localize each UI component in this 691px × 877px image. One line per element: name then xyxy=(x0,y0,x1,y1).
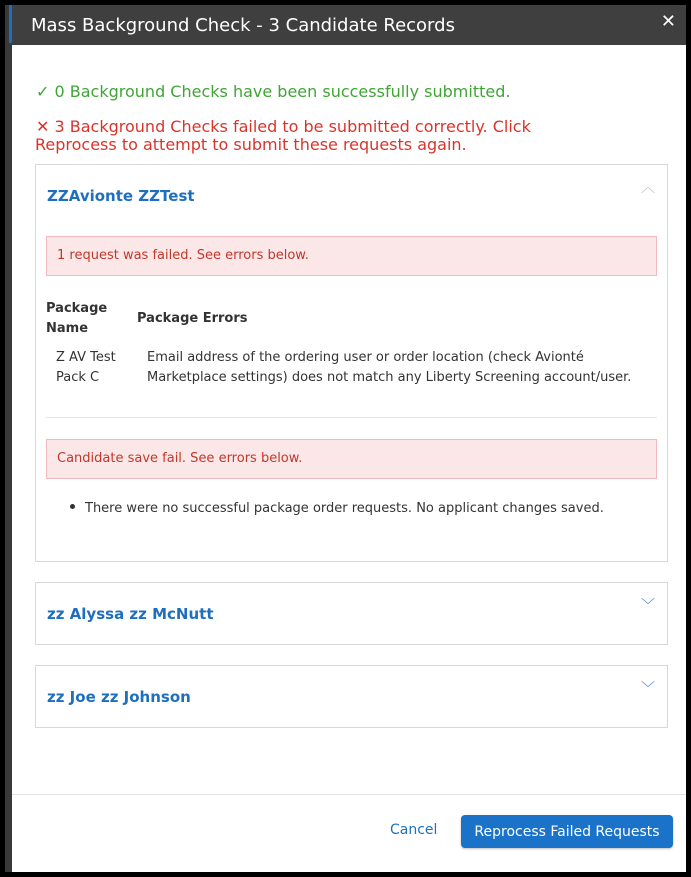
success-status xyxy=(36,83,510,101)
col-header-package-name: Package Name xyxy=(46,301,108,336)
cancel-button[interactable]: Cancel xyxy=(390,822,438,838)
request-error-text: 1 request was failed. See errors below. xyxy=(57,248,309,263)
success-text: 0 Background Checks have been successfully submitted. xyxy=(54,82,511,101)
save-error-detail: There were no successful package order requests. No applicant changes saved. xyxy=(85,501,604,516)
fail-status xyxy=(36,118,636,154)
candidate-name[interactable]: ZZAvionte ZZTest xyxy=(47,187,195,205)
reprocess-failed-requests-button[interactable]: Reprocess Failed Requests xyxy=(461,815,673,848)
background-window-strip xyxy=(5,5,12,872)
fail-text-line2: Reprocess to attempt to submit these requests again. xyxy=(35,135,467,154)
candidate-panel-1 xyxy=(35,164,668,562)
candidate-panel-3[interactable] xyxy=(35,665,668,728)
save-error-alert xyxy=(46,439,657,479)
check-icon: ✓ xyxy=(36,82,50,101)
fail-text-line1: 3 Background Checks failed to be submitted correctly. Click xyxy=(54,117,531,136)
dialog-title: Mass Background Check - 3 Candidate Records xyxy=(31,15,455,36)
col-header-package-errors: Package Errors xyxy=(137,311,248,326)
x-icon: ✕ xyxy=(36,117,50,136)
close-icon[interactable]: ✕ xyxy=(660,11,676,32)
cell-package-name: Z AV Test Pack C xyxy=(56,350,116,385)
bullet-icon xyxy=(70,504,75,509)
footer-divider xyxy=(12,794,686,795)
save-error-text: Candidate save fail. See errors below. xyxy=(57,451,303,466)
cell-package-error: Email address of the ordering user or order location (check Avionté Marketplace settings) does not match any Liberty Screening account/user. xyxy=(147,350,632,385)
section-divider xyxy=(46,417,657,418)
candidate-panel-2[interactable] xyxy=(35,582,668,645)
chevron-up-icon[interactable]: ︿ xyxy=(641,180,655,196)
candidate-name[interactable]: zz Alyssa zz McNutt xyxy=(47,605,214,623)
chevron-down-icon[interactable]: ﹀ xyxy=(641,598,655,614)
candidate-name[interactable]: zz Joe zz Johnson xyxy=(47,688,191,706)
list-item xyxy=(70,501,604,516)
dialog-titlebar xyxy=(12,5,686,45)
chevron-down-icon[interactable]: ﹀ xyxy=(641,681,655,697)
request-error-alert xyxy=(46,236,657,276)
